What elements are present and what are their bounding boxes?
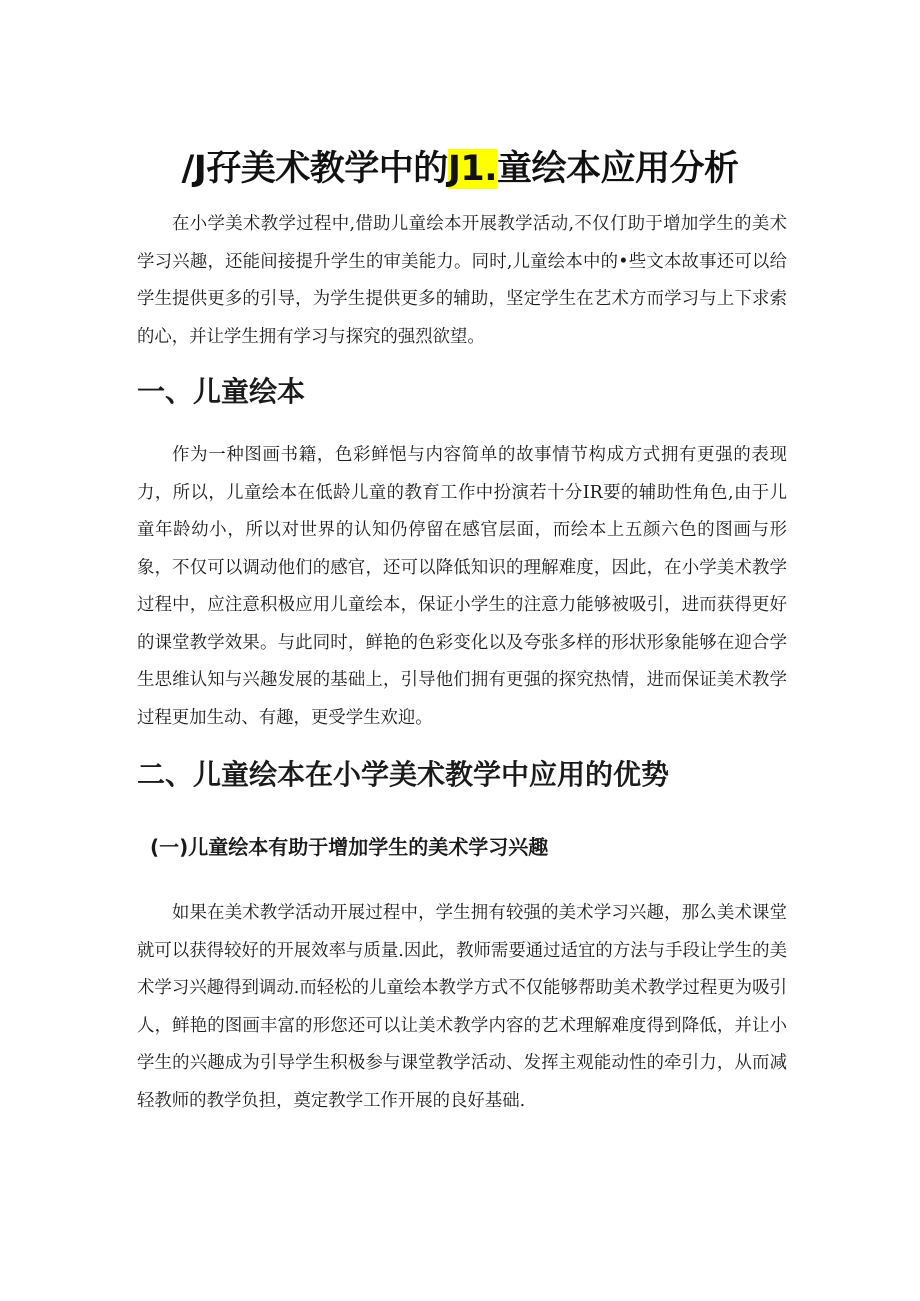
section-2-heading: 二、儿童绘本在小学美术教学中应用的优势 — [137, 758, 670, 791]
section-1-paragraph: 作为一种图画书籍，色彩鲜悒与内容简单的故事情节构成方式拥有更强的表现力，所以，儿童绘本在低龄儿童的教育工作中扮演若十分IR要的辅助性角色,由于儿童年龄幼小，所以对世界的认知仍停留在感官层面，而绘本上五颜六色的图画与形象，不仅可以调动他们的感官，还可以降低知识的理解难度，因此，在小学美术教学过程中，应注意积极应用儿童绘本，保证小学生的注意力能够被吸引，进而获得更好的课堂教学效果。与此同时，鲜艳的色彩变化以及夸张多样的形状形象能够在迎合学生思维认知与兴趣发展的基础上，引导他们拥有更强的探究热情，进而保证美术教学过程更加生动、有趣，更受学生欢迎。 — [137, 445, 787, 728]
subsection-1-heading: (一)儿童绘本有助于增加学生的美术学习兴趣 — [150, 835, 549, 859]
section-1-heading: 一、儿童绘本 — [137, 375, 306, 408]
subsection-1-paragraph: 如果在美术教学活动开展过程中，学生拥有较强的美术学习兴趣，那么美术课堂就可以获得较好的开展效率与质量.因此，教师需要通过适宜的方法与手段让学生的美术学习兴趣得到调动.而轻松的儿童绘本教学方式不仅能够帮助美术教学过程更为吸引人，鲜艳的图画丰富的形您还可以让美术教学内容的艺术理解难度得到降低，并让小学生的兴趣成为引导学生积极参与课堂教学活动、发挥主观能动性的牵引力，从而减轻教师的教学负担，奠定教学工作开展的良好基础. — [137, 903, 787, 1111]
title-text-after: 童绘本应用分析 — [496, 149, 739, 190]
title-text-before: /J孖美术教学中的 — [181, 149, 448, 190]
document-title — [0, 143, 920, 195]
intro-paragraph: 在小学美术教学过程中,借助儿童绘本开展教学活动,不仅仃助于增加学生的美术学习兴趣，还能间接提升学生的审美能力。同时,儿童绘本中的•些文本故事还可以给学生提供更多的引导，为学生提供更多的辅助，坚定学生在艺术方而学习与上下求索的心，并让学生拥有学习与探究的强烈欲望。 — [137, 214, 787, 347]
title-highlighted-text: J1. — [447, 149, 497, 190]
